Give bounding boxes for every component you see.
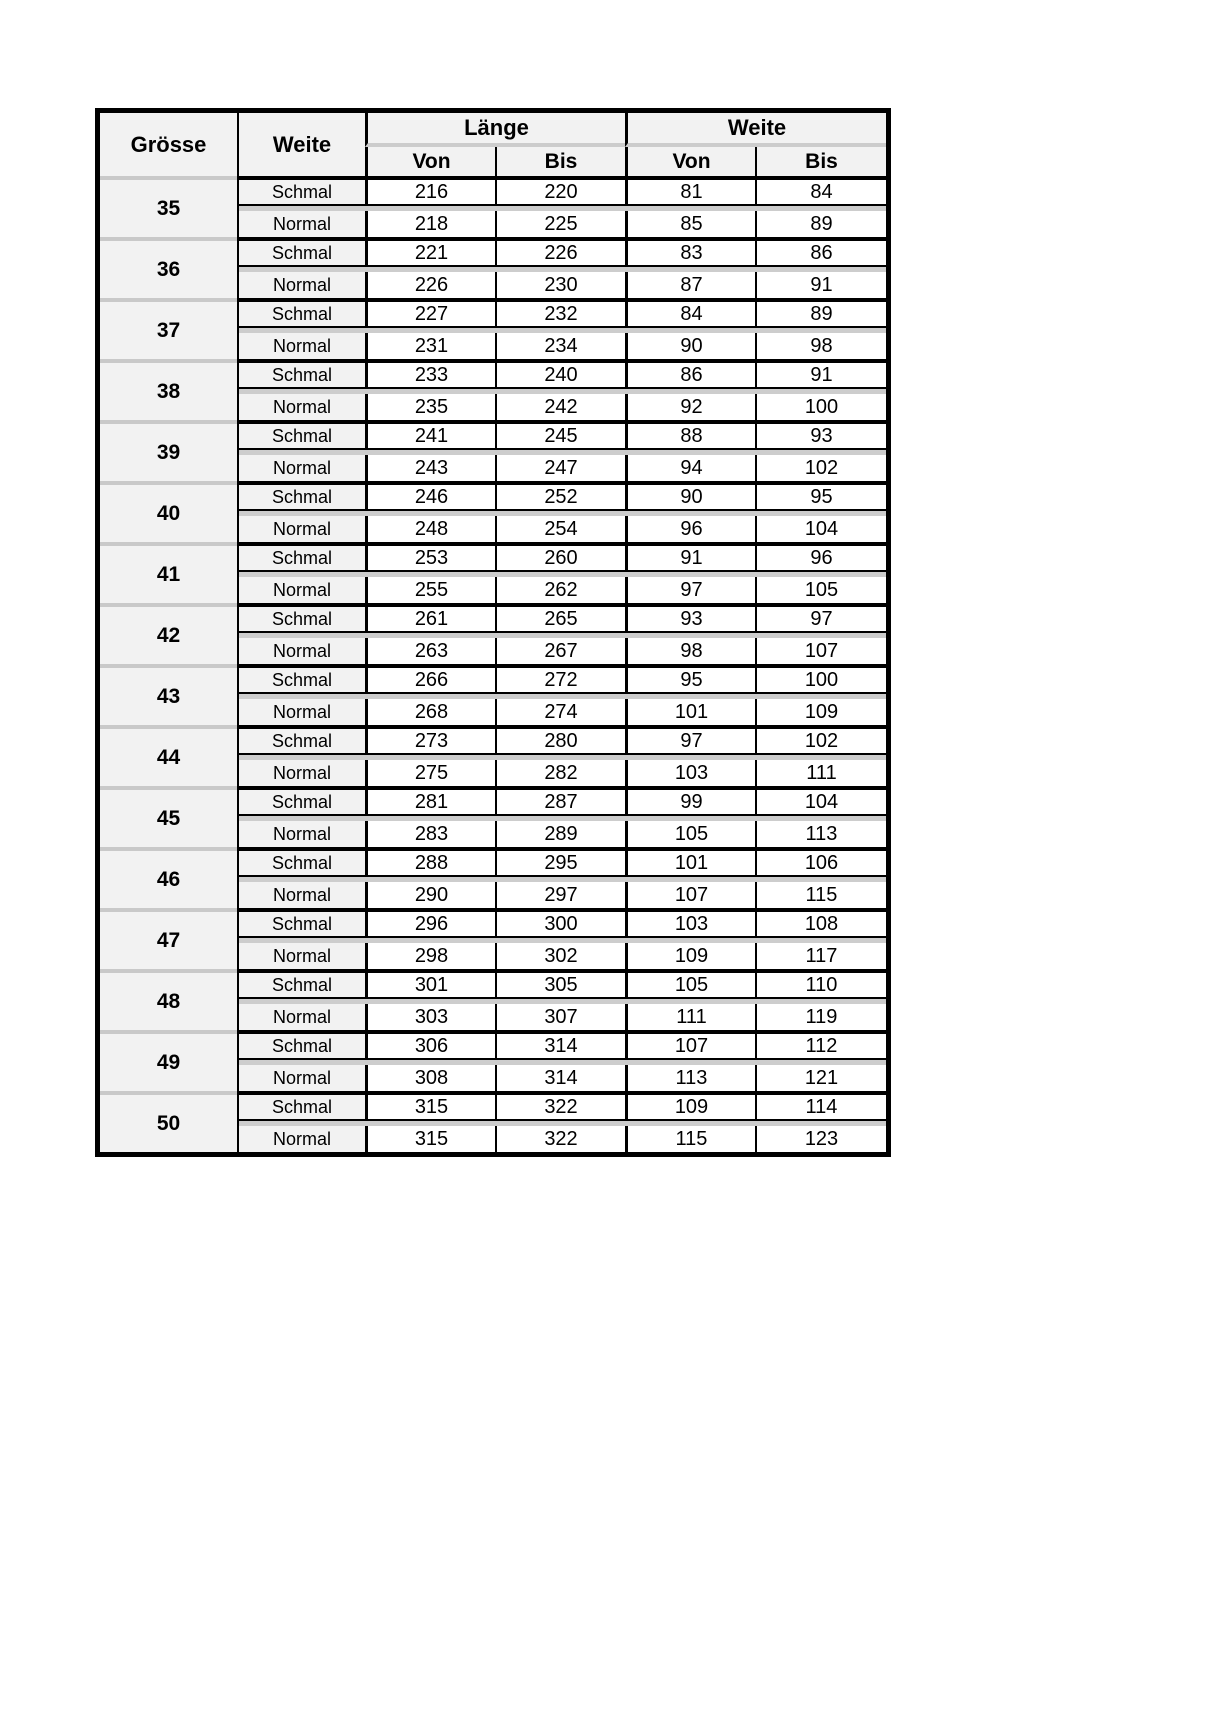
laenge-von-cell: 231: [365, 333, 495, 359]
weite-von-cell: 94: [625, 455, 755, 481]
weite-bis-cell: 119: [755, 1004, 886, 1030]
size-cell: 43: [100, 668, 237, 725]
weite-von-cell: 103: [625, 760, 755, 786]
weite-von-cell: 105: [625, 973, 755, 999]
weite-von-cell: 83: [625, 241, 755, 267]
laenge-von-cell: 315: [365, 1095, 495, 1121]
header-row-groups: [100, 113, 886, 147]
laenge-von-cell: 268: [365, 699, 495, 725]
width-label-cell: Schmal: [237, 485, 365, 511]
weite-von-cell: 96: [625, 516, 755, 542]
header-weite-bis: Bis: [755, 147, 886, 176]
weite-von-cell: 109: [625, 943, 755, 969]
weite-bis-cell: 121: [755, 1065, 886, 1091]
laenge-bis-cell: 242: [495, 394, 625, 420]
laenge-von-cell: 246: [365, 485, 495, 511]
laenge-von-cell: 290: [365, 882, 495, 908]
size-cell: 44: [100, 729, 237, 786]
laenge-von-cell: 296: [365, 912, 495, 938]
weite-von-cell: 103: [625, 912, 755, 938]
width-label-cell: Normal: [237, 394, 365, 420]
size-cell: 38: [100, 363, 237, 420]
size-cell: 47: [100, 912, 237, 969]
table-row-schmal: [100, 607, 886, 633]
weite-bis-cell: 107: [755, 638, 886, 664]
width-label-cell: Schmal: [237, 424, 365, 450]
laenge-von-cell: 248: [365, 516, 495, 542]
weite-bis-cell: 100: [755, 668, 886, 694]
laenge-von-cell: 227: [365, 302, 495, 328]
laenge-von-cell: 266: [365, 668, 495, 694]
width-label-cell: Normal: [237, 882, 365, 908]
laenge-von-cell: 298: [365, 943, 495, 969]
table-row-schmal: [100, 302, 886, 328]
size-cell: 45: [100, 790, 237, 847]
weite-von-cell: 115: [625, 1126, 755, 1152]
table-row-schmal: [100, 729, 886, 755]
laenge-von-cell: 226: [365, 272, 495, 298]
laenge-von-cell: 216: [365, 180, 495, 206]
weite-bis-cell: 96: [755, 546, 886, 572]
laenge-von-cell: 263: [365, 638, 495, 664]
width-label-cell: Schmal: [237, 973, 365, 999]
laenge-von-cell: 235: [365, 394, 495, 420]
weite-von-cell: 93: [625, 607, 755, 633]
weite-von-cell: 90: [625, 333, 755, 359]
laenge-bis-cell: 220: [495, 180, 625, 206]
laenge-von-cell: 243: [365, 455, 495, 481]
table-row-schmal: [100, 668, 886, 694]
size-cell: 46: [100, 851, 237, 908]
laenge-bis-cell: 230: [495, 272, 625, 298]
laenge-bis-cell: 272: [495, 668, 625, 694]
width-label-cell: Schmal: [237, 790, 365, 816]
laenge-bis-cell: 247: [495, 455, 625, 481]
weite-bis-cell: 91: [755, 363, 886, 389]
weite-bis-cell: 84: [755, 180, 886, 206]
size-cell: 40: [100, 485, 237, 542]
laenge-bis-cell: 280: [495, 729, 625, 755]
weite-bis-cell: 117: [755, 943, 886, 969]
header-laenge-bis: Bis: [495, 147, 625, 176]
width-label-cell: Normal: [237, 455, 365, 481]
width-label-cell: Schmal: [237, 607, 365, 633]
width-label-cell: Normal: [237, 760, 365, 786]
width-label-cell: Schmal: [237, 668, 365, 694]
laenge-von-cell: 308: [365, 1065, 495, 1091]
weite-von-cell: 113: [625, 1065, 755, 1091]
weite-bis-cell: 97: [755, 607, 886, 633]
width-label-cell: Normal: [237, 333, 365, 359]
laenge-von-cell: 283: [365, 821, 495, 847]
width-label-cell: Normal: [237, 1004, 365, 1030]
laenge-bis-cell: 254: [495, 516, 625, 542]
weite-von-cell: 88: [625, 424, 755, 450]
weite-bis-cell: 93: [755, 424, 886, 450]
laenge-bis-cell: 289: [495, 821, 625, 847]
header-groesse: Grösse: [100, 113, 237, 176]
size-cell: 41: [100, 546, 237, 603]
weite-bis-cell: 98: [755, 333, 886, 359]
laenge-von-cell: 255: [365, 577, 495, 603]
table-row-schmal: [100, 424, 886, 450]
size-cell: 36: [100, 241, 237, 298]
table-row-schmal: [100, 973, 886, 999]
laenge-bis-cell: 282: [495, 760, 625, 786]
size-cell: 39: [100, 424, 237, 481]
width-label-cell: Schmal: [237, 180, 365, 206]
width-label-cell: Normal: [237, 516, 365, 542]
laenge-von-cell: 218: [365, 211, 495, 237]
laenge-bis-cell: 322: [495, 1095, 625, 1121]
laenge-bis-cell: 287: [495, 790, 625, 816]
weite-bis-cell: 109: [755, 699, 886, 725]
weite-von-cell: 90: [625, 485, 755, 511]
header-weite-von: Von: [625, 147, 755, 176]
weite-von-cell: 101: [625, 699, 755, 725]
laenge-bis-cell: 252: [495, 485, 625, 511]
laenge-bis-cell: 274: [495, 699, 625, 725]
weite-bis-cell: 123: [755, 1126, 886, 1152]
weite-von-cell: 87: [625, 272, 755, 298]
laenge-bis-cell: 265: [495, 607, 625, 633]
weite-bis-cell: 102: [755, 455, 886, 481]
weite-von-cell: 99: [625, 790, 755, 816]
weite-von-cell: 95: [625, 668, 755, 694]
laenge-bis-cell: 297: [495, 882, 625, 908]
laenge-bis-cell: 260: [495, 546, 625, 572]
laenge-bis-cell: 314: [495, 1065, 625, 1091]
laenge-bis-cell: 232: [495, 302, 625, 328]
width-label-cell: Schmal: [237, 302, 365, 328]
weite-bis-cell: 89: [755, 302, 886, 328]
laenge-bis-cell: 267: [495, 638, 625, 664]
size-chart-table: [95, 108, 891, 1157]
laenge-von-cell: 288: [365, 851, 495, 877]
width-label-cell: Normal: [237, 272, 365, 298]
width-label-cell: Normal: [237, 821, 365, 847]
width-label-cell: Schmal: [237, 1095, 365, 1121]
weite-bis-cell: 115: [755, 882, 886, 908]
size-cell: 48: [100, 973, 237, 1030]
weite-bis-cell: 108: [755, 912, 886, 938]
weite-von-cell: 81: [625, 180, 755, 206]
weite-bis-cell: 86: [755, 241, 886, 267]
width-label-cell: Schmal: [237, 363, 365, 389]
weite-von-cell: 85: [625, 211, 755, 237]
width-label-cell: Normal: [237, 943, 365, 969]
weite-von-cell: 107: [625, 1034, 755, 1060]
width-label-cell: Schmal: [237, 851, 365, 877]
size-cell: 37: [100, 302, 237, 359]
weite-bis-cell: 111: [755, 760, 886, 786]
weite-von-cell: 91: [625, 546, 755, 572]
header-weite-column: Weite: [237, 113, 365, 176]
weite-bis-cell: 89: [755, 211, 886, 237]
weite-bis-cell: 95: [755, 485, 886, 511]
width-label-cell: Normal: [237, 577, 365, 603]
header-weite-group: Weite: [625, 113, 886, 147]
weite-bis-cell: 100: [755, 394, 886, 420]
table-row-schmal: [100, 546, 886, 572]
width-label-cell: Normal: [237, 1126, 365, 1152]
width-label-cell: Schmal: [237, 729, 365, 755]
laenge-bis-cell: 322: [495, 1126, 625, 1152]
size-cell: 42: [100, 607, 237, 664]
weite-von-cell: 109: [625, 1095, 755, 1121]
weite-von-cell: 98: [625, 638, 755, 664]
laenge-von-cell: 281: [365, 790, 495, 816]
width-label-cell: Normal: [237, 638, 365, 664]
size-cell: 35: [100, 180, 237, 237]
weite-bis-cell: 105: [755, 577, 886, 603]
table-row-schmal: [100, 1034, 886, 1060]
width-label-cell: Schmal: [237, 1034, 365, 1060]
laenge-bis-cell: 240: [495, 363, 625, 389]
weite-bis-cell: 104: [755, 790, 886, 816]
width-label-cell: Schmal: [237, 912, 365, 938]
size-cell: 49: [100, 1034, 237, 1091]
width-label-cell: Schmal: [237, 241, 365, 267]
laenge-bis-cell: 234: [495, 333, 625, 359]
weite-von-cell: 97: [625, 729, 755, 755]
weite-von-cell: 105: [625, 821, 755, 847]
weite-von-cell: 101: [625, 851, 755, 877]
laenge-von-cell: 301: [365, 973, 495, 999]
laenge-bis-cell: 302: [495, 943, 625, 969]
laenge-von-cell: 273: [365, 729, 495, 755]
table-row-schmal: [100, 180, 886, 206]
weite-von-cell: 86: [625, 363, 755, 389]
laenge-von-cell: 253: [365, 546, 495, 572]
laenge-von-cell: 221: [365, 241, 495, 267]
header-laenge-von: Von: [365, 147, 495, 176]
weite-bis-cell: 106: [755, 851, 886, 877]
laenge-bis-cell: 307: [495, 1004, 625, 1030]
weite-von-cell: 111: [625, 1004, 755, 1030]
weite-von-cell: 92: [625, 394, 755, 420]
laenge-von-cell: 306: [365, 1034, 495, 1060]
weite-bis-cell: 113: [755, 821, 886, 847]
weite-bis-cell: 112: [755, 1034, 886, 1060]
laenge-bis-cell: 226: [495, 241, 625, 267]
table-row-schmal: [100, 1095, 886, 1121]
table-row-schmal: [100, 241, 886, 267]
weite-bis-cell: 102: [755, 729, 886, 755]
laenge-von-cell: 275: [365, 760, 495, 786]
table-row-schmal: [100, 851, 886, 877]
weite-von-cell: 97: [625, 577, 755, 603]
laenge-bis-cell: 295: [495, 851, 625, 877]
width-label-cell: Normal: [237, 699, 365, 725]
laenge-bis-cell: 225: [495, 211, 625, 237]
width-label-cell: Normal: [237, 1065, 365, 1091]
table-row-schmal: [100, 790, 886, 816]
table-row-schmal: [100, 485, 886, 511]
laenge-bis-cell: 314: [495, 1034, 625, 1060]
header-laenge-group: Länge: [365, 113, 625, 147]
laenge-bis-cell: 300: [495, 912, 625, 938]
weite-bis-cell: 110: [755, 973, 886, 999]
weite-bis-cell: 104: [755, 516, 886, 542]
laenge-bis-cell: 245: [495, 424, 625, 450]
table-row-schmal: [100, 912, 886, 938]
laenge-bis-cell: 305: [495, 973, 625, 999]
shoe-size-chart: [95, 108, 891, 1157]
laenge-von-cell: 315: [365, 1126, 495, 1152]
laenge-von-cell: 303: [365, 1004, 495, 1030]
laenge-von-cell: 233: [365, 363, 495, 389]
table-row-schmal: [100, 363, 886, 389]
laenge-von-cell: 241: [365, 424, 495, 450]
weite-bis-cell: 91: [755, 272, 886, 298]
weite-bis-cell: 114: [755, 1095, 886, 1121]
laenge-bis-cell: 262: [495, 577, 625, 603]
width-label-cell: Normal: [237, 211, 365, 237]
width-label-cell: Schmal: [237, 546, 365, 572]
size-cell: 50: [100, 1095, 237, 1152]
weite-von-cell: 107: [625, 882, 755, 908]
weite-von-cell: 84: [625, 302, 755, 328]
laenge-von-cell: 261: [365, 607, 495, 633]
